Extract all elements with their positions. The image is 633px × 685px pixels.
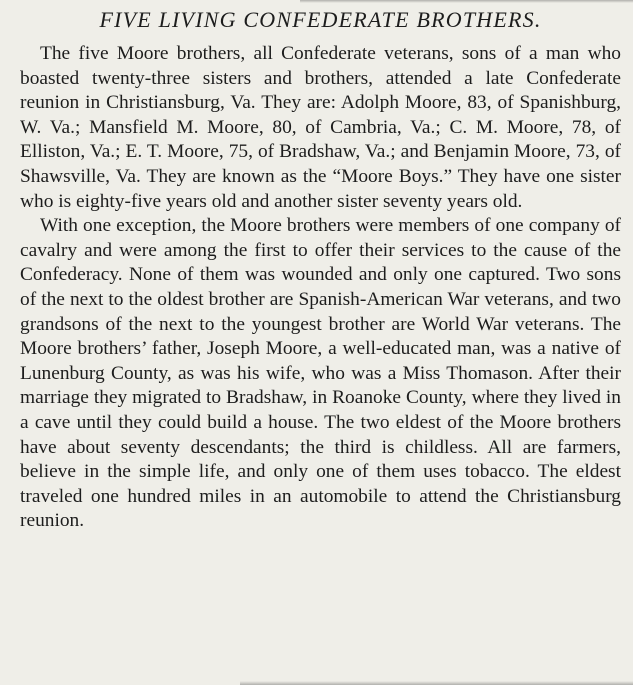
article-paragraph-1: The five Moore brothers, all Confederate veterans, sons of a man who boasted twenty-three sisters and brothers, attended a late Confederate reunion in Christiansburg, Va. They are: Adolph Moore, 83, of Spanishburg, W. Va.; Mansfield M. Moore, 80, of Cambria, Va.; C. M. Moore, 78, of Elliston, Va.; E. T. Moore, 75, of Bradshaw, Va.; and Benjamin Moore, 73, of Shawsville, Va. They are known as the “Moore Boys.” They have one sister who is eighty-five years old and another sister seventy years old.	[20, 43, 621, 212]
article-paragraph-2: With one exception, the Moore brothers were members of one company of cavalry and were among the first to offer their services to the cause of the Confederacy. None of them was wounded and only one captured. Two sons of the next to the oldest brother are Spanish-American War veterans, and two grandsons of the next to the youngest brother are World War veterans. The Moore brothers’ father, Joseph Moore, a well-educated man, was a native of Lunenburg County, as was his wife, who was a Miss Thomason. After their marriage they migrated to Bradshaw, in Roanoke County, where they lived in a cave until they could build a house. The two eldest of the Moore brothers have about seventy descendants; the third is childless. All are farmers, believe in the simple life, and only one of them uses tobacco. The eldest traveled one hundred miles in an automobile to attend the Christiansburg reunion.	[20, 215, 621, 532]
cropped-text-above	[300, 0, 633, 3]
cropped-text-below	[240, 681, 633, 685]
article-title: FIVE LIVING CONFEDERATE BROTHERS.	[99, 7, 542, 32]
